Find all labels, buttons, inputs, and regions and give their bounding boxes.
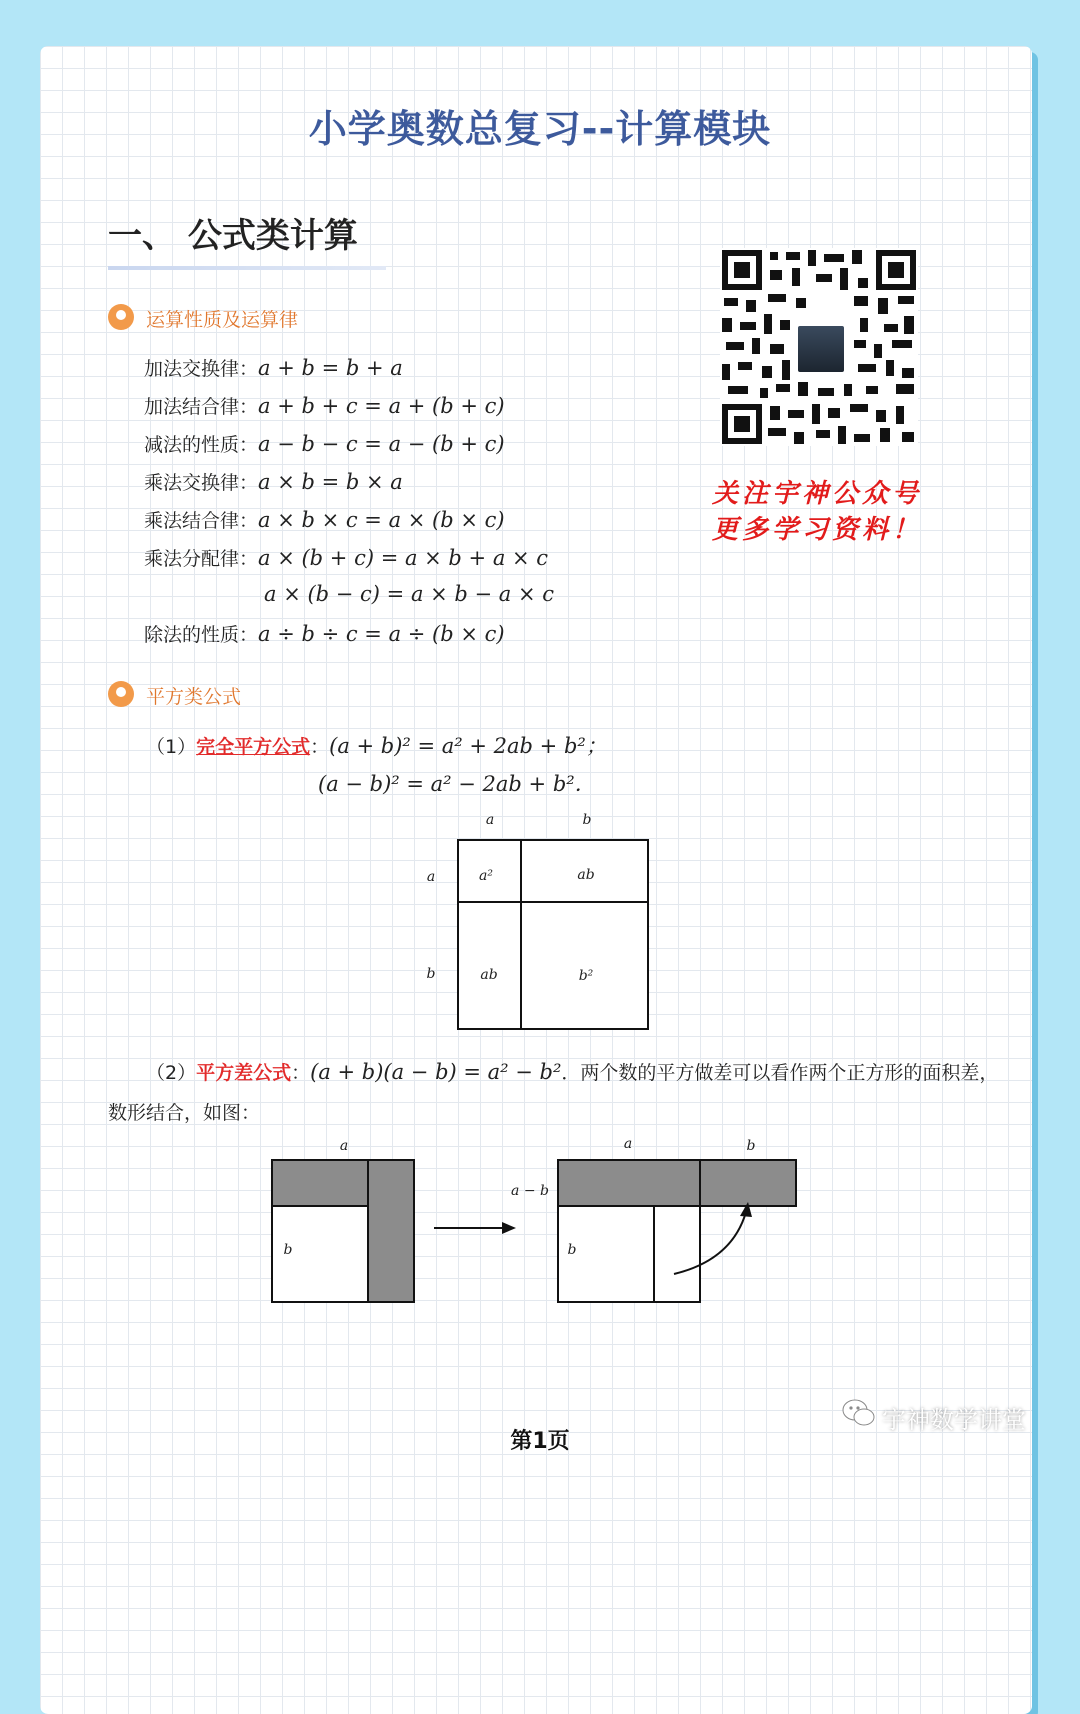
fig-label: a − b xyxy=(511,1183,549,1199)
arrow-head-icon xyxy=(502,1222,516,1234)
law-row xyxy=(264,582,554,606)
qr-caption-line2: 更多学习资料！ xyxy=(712,515,923,545)
lower-rectangle xyxy=(558,1206,700,1302)
difference-squares-row-2 xyxy=(108,1098,260,1125)
law-row xyxy=(144,468,403,495)
law-formula: a × b = b × a xyxy=(258,470,403,494)
law-row xyxy=(144,544,548,571)
bulb-icon xyxy=(108,681,134,707)
qr-caption-line1: 关注宇神公众号 xyxy=(712,479,923,509)
formula: (a + b)² = a² + 2ab + b²； xyxy=(329,734,607,758)
law-name: 加法交换律： xyxy=(144,358,259,380)
brand-watermark: 宇神数学讲堂 xyxy=(882,1406,1026,1434)
shaded-rectangle xyxy=(558,1160,796,1206)
formula-name: 平方差公式 xyxy=(196,1062,292,1084)
description: 数形结合，如图： xyxy=(108,1102,261,1124)
perfect-square-row-2 xyxy=(318,768,596,798)
section-heading: 一、 公式类计算 xyxy=(108,216,358,256)
qr-caption xyxy=(712,476,922,548)
law-row xyxy=(144,620,505,647)
cell-label: b² xyxy=(578,968,594,984)
law-name: 除法的性质： xyxy=(144,624,259,646)
subsection-label-laws: 运算性质及运算律 xyxy=(146,309,299,331)
law-formula: a × (b − c) = a × b − a × c xyxy=(264,582,555,606)
perfect-square-row xyxy=(146,730,607,760)
page-title: 小学奥数总复习--计算模块 xyxy=(308,107,772,151)
formula: (a − b)² = a² − 2ab + b²． xyxy=(318,772,596,796)
law-row xyxy=(144,354,403,381)
fig-label: b xyxy=(582,812,592,828)
law-row xyxy=(144,430,505,457)
fig-label: b xyxy=(283,1242,293,1258)
difference-squares-figure xyxy=(262,1130,808,1310)
subsection-label-squares: 平方类公式 xyxy=(146,686,242,708)
law-name: 乘法分配律： xyxy=(144,548,259,570)
qr-code xyxy=(720,248,918,446)
law-name: 乘法交换律： xyxy=(144,472,259,494)
fig-label: a xyxy=(623,1136,633,1152)
law-formula: a + b + c = a + (b + c) xyxy=(258,394,505,418)
fig-label: b xyxy=(426,966,436,982)
page-number: 第1页 xyxy=(510,1429,570,1454)
avatar xyxy=(796,324,846,374)
law-name: 加法结合律： xyxy=(144,396,259,418)
law-row xyxy=(144,392,505,419)
colon: ： xyxy=(310,736,330,758)
description: ．两个数的平方做差可以看作两个正方形的面积差， xyxy=(561,1062,999,1084)
item-number: （2） xyxy=(146,1062,197,1084)
cell-label: a² xyxy=(479,868,493,884)
law-formula: a + b = b + a xyxy=(258,356,403,380)
law-row xyxy=(144,506,505,533)
law-formula: a × b × c = a × (b × c) xyxy=(258,508,505,532)
section-underline xyxy=(108,266,386,270)
law-formula: a − b − c = a − (b + c) xyxy=(258,432,505,456)
cell-label: ab xyxy=(577,867,595,883)
difference-squares-row xyxy=(146,1058,998,1085)
law-name: 乘法结合律： xyxy=(144,510,259,532)
cell-label: ab xyxy=(480,967,498,983)
law-formula: a ÷ b ÷ c = a ÷ (b × c) xyxy=(258,622,505,646)
bulb-icon xyxy=(108,304,134,330)
perfect-square-figure xyxy=(420,806,670,1036)
formula-name: 完全平方公式 xyxy=(196,736,311,758)
formula: (a + b)(a − b) = a² − b² xyxy=(310,1060,562,1084)
fig-label: b xyxy=(746,1138,756,1154)
fig-label: b xyxy=(567,1242,577,1258)
colon: ： xyxy=(291,1062,311,1084)
fig-label: a xyxy=(485,812,495,828)
item-number: （1） xyxy=(146,736,197,758)
fig-label: a xyxy=(339,1138,349,1154)
fig-label: a xyxy=(426,869,436,885)
shaded-strip xyxy=(368,1160,414,1302)
law-name: 减法的性质： xyxy=(144,434,259,456)
law-formula: a × (b + c) = a × b + a × c xyxy=(258,546,549,570)
